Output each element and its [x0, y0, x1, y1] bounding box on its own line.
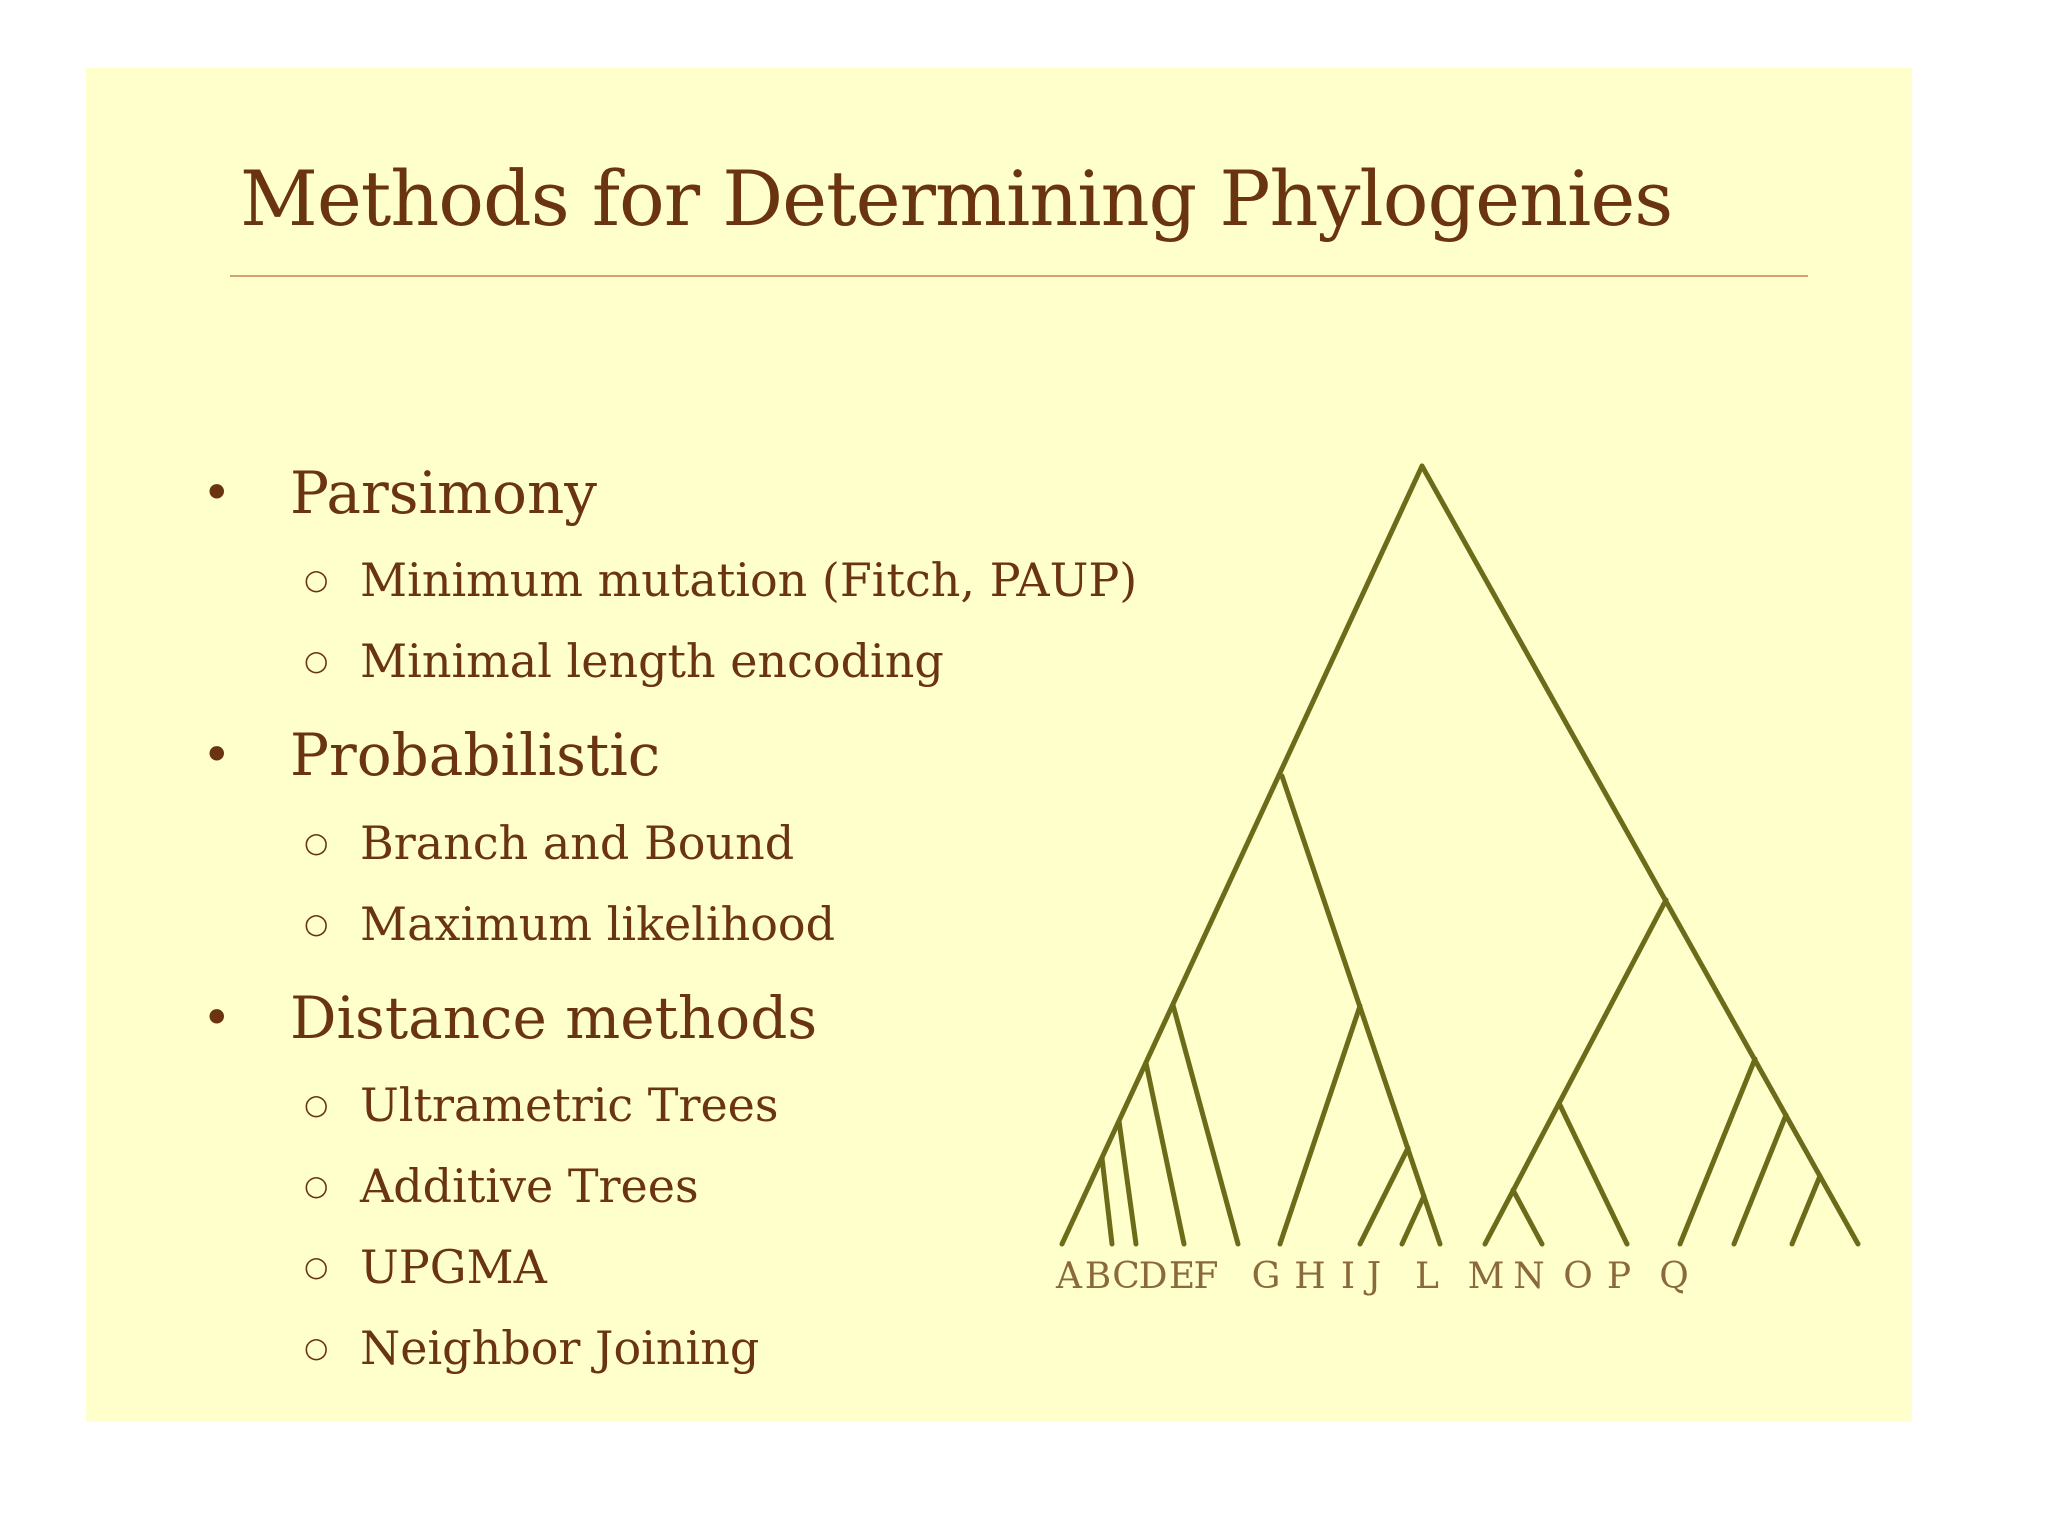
tree-branches	[1062, 466, 1858, 1244]
tree-branch	[1513, 1190, 1542, 1244]
bullet-dot-icon: •	[202, 464, 232, 522]
subbullet-label: Branch and Bound	[360, 816, 795, 870]
subbullet-circle-icon: ○	[304, 1169, 329, 1202]
slide-title: Methods for Determining Phylogenies	[240, 154, 1673, 243]
subbullet-circle-icon: ○	[304, 563, 329, 596]
subbullet-circle-icon: ○	[304, 907, 329, 940]
tree-branch	[1792, 1176, 1820, 1244]
leaf-label: P	[1606, 1256, 1632, 1297]
tree-branch	[1102, 1158, 1112, 1244]
subbullet-label: Minimal length encoding	[360, 634, 944, 688]
bullet-label: Probabilistic	[290, 721, 661, 789]
leaf-label: D	[1138, 1256, 1168, 1297]
tree-branch	[1119, 1121, 1136, 1244]
leaf-label: F	[1193, 1256, 1219, 1297]
leaf-label: G	[1251, 1256, 1281, 1297]
leaf-label: C	[1112, 1256, 1140, 1297]
subbullet-label: Neighbor Joining	[360, 1321, 760, 1375]
subbullet-label: Additive Trees	[360, 1159, 699, 1213]
leaf-label: H	[1294, 1256, 1326, 1297]
leaf-label: Q	[1659, 1256, 1689, 1297]
tree-branch	[1173, 1005, 1238, 1244]
bullet-label: Parsimony	[290, 459, 598, 527]
subbullet-circle-icon: ○	[304, 826, 329, 859]
tree-branch	[1280, 1006, 1360, 1244]
subbullet-label: Maximum likelihood	[360, 897, 836, 951]
leaf-label: B	[1084, 1256, 1112, 1297]
subbullet-circle-icon: ○	[304, 1331, 329, 1364]
tree-branch	[1559, 1103, 1627, 1244]
bullet-dot-icon: •	[202, 726, 232, 784]
leaf-label: N	[1513, 1256, 1545, 1297]
tree-branch	[1402, 1196, 1424, 1244]
bullet-dot-icon: •	[202, 989, 232, 1047]
leaf-label: O	[1563, 1256, 1593, 1297]
leaf-label: J	[1366, 1256, 1382, 1297]
slide	[86, 68, 1912, 1422]
leaf-label: E	[1168, 1256, 1196, 1297]
subbullet-circle-icon: ○	[304, 1250, 329, 1283]
leaf-label: L	[1415, 1256, 1439, 1297]
tree-branch	[1062, 466, 1422, 1244]
subbullet-label: Ultrametric Trees	[360, 1078, 779, 1132]
tree-leaf-labels	[1055, 1256, 1689, 1297]
tree-branch	[1146, 1063, 1184, 1244]
tree-branch	[1422, 466, 1858, 1244]
leaf-label: A	[1056, 1256, 1082, 1297]
leaf-label: I	[1340, 1256, 1356, 1297]
phylogenetic-tree	[86, 68, 1912, 1422]
subbullet-label: Minimum mutation (Fitch, PAUP)	[360, 553, 1138, 607]
bullet-label: Distance methods	[290, 984, 818, 1052]
leaf-label: M	[1467, 1256, 1505, 1297]
subbullet-label: UPGMA	[360, 1240, 547, 1294]
subbullet-circle-icon: ○	[304, 1088, 329, 1121]
tree-branch	[1360, 1148, 1408, 1244]
subbullet-circle-icon: ○	[304, 644, 329, 677]
tree-branch	[1734, 1115, 1786, 1244]
